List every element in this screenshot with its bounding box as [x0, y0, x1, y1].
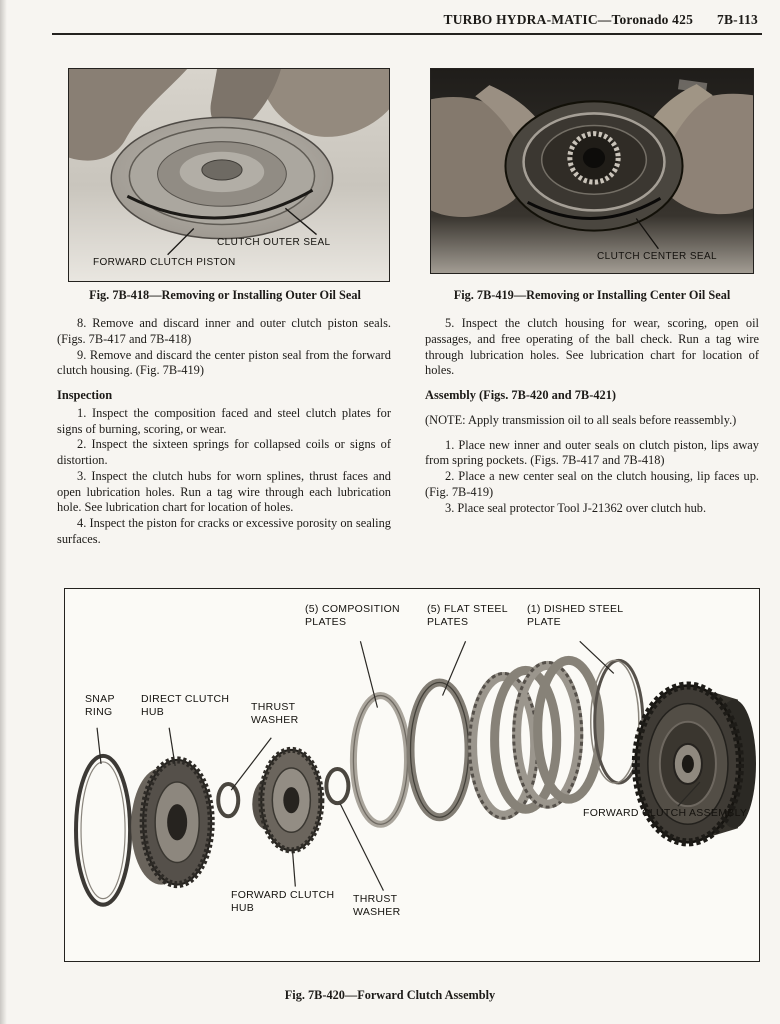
label-clutch-center-seal: CLUTCH CENTER SEAL [597, 251, 717, 262]
header-title: TURBO HYDRA-MATIC—Toronado 425 [443, 12, 694, 27]
caption-7b-418: Fig. 7B-418—Removing or Installing Outer Oil Seal [89, 288, 361, 302]
figure-7b-418-photo [68, 68, 390, 282]
step-5: 5. Inspect the clutch housing for wear, scoring, open oil passages, and free operating of the ball check. Run a tag wire through lubrication holes. See lubrication chart for location of holes. [425, 316, 759, 378]
body-text [57, 316, 759, 584]
label-composition-plates: (5) COMPOSITION PLATES [305, 603, 400, 629]
inspection-step-4: 4. Inspect the piston for cracks or excessive porosity on sealing surfaces. [57, 516, 391, 546]
label-dished-steel-plate: (1) DISHED STEEL PLATE [527, 603, 624, 629]
center-oil-seal-photo-illustration [431, 69, 753, 273]
inspection-step-3: 3. Inspect the clutch hubs for worn splines, thrust faces and open lubrication holes. Run a tag wire through each lubrication hole. See lubrication chart for location of holes. [57, 468, 391, 515]
inspection-heading: Inspection [57, 388, 113, 402]
outer-oil-seal-photo-illustration [69, 69, 389, 281]
caption-7b-420: Fig. 7B-420—Forward Clutch Assembly [284, 988, 496, 1002]
header-page-number: 7B-113 [717, 12, 758, 27]
assembly-heading: Assembly (Figs. 7B-420 and 7B-421) [425, 388, 617, 402]
step-9: 9. Remove and discard the center piston seal from the forward clutch housing. (Fig. 7B-419) [57, 347, 391, 378]
assembly-step-1: 1. Place new inner and outer seals on clutch piston, lips away from spring pockets. (Figs. 7B-417 and 7B-418) [425, 437, 759, 468]
assembly-note: (NOTE: Apply transmission oil to all seals before reassembly.) [425, 412, 737, 427]
label-clutch-outer-seal: CLUTCH OUTER SEAL [217, 237, 331, 248]
label-forward-clutch-assembly: FORWARD CLUTCH ASSEMBLY [583, 807, 748, 819]
left-column [57, 316, 391, 584]
assembly-step-3: 3. Place seal protector Tool J-21362 over clutch hub. [445, 500, 707, 515]
right-column [425, 316, 759, 584]
label-thrust-washer-rear: THRUST WASHER [353, 893, 401, 919]
page-header [444, 12, 759, 28]
label-snap-ring: SNAP RING [85, 693, 115, 719]
label-thrust-washer-front: THRUST WASHER [251, 701, 299, 727]
figure-7b-419-photo [430, 68, 754, 274]
header-rule [52, 33, 762, 35]
step-8: 8. Remove and discard inner and outer clutch piston seals. (Figs. 7B-417 and 7B-418) [57, 316, 391, 346]
label-direct-clutch-hub: DIRECT CLUTCH HUB [141, 693, 230, 719]
assembly-step-2: 2. Place a new center seal on the clutch housing, lip faces up. (Fig. 7B-419) [425, 469, 759, 499]
label-forward-clutch-piston: FORWARD CLUTCH PISTON [93, 257, 236, 268]
caption-7b-419: Fig. 7B-419—Removing or Installing Center Oil Seal [453, 288, 731, 302]
figure-7b-420-diagram [64, 588, 760, 962]
label-flat-steel-plates: (5) FLAT STEEL PLATES [427, 603, 508, 629]
inspection-step-2: 2. Inspect the sixteen springs for collapsed coils or signs of distortion. [57, 437, 391, 467]
label-forward-clutch-hub: FORWARD CLUTCH HUB [231, 889, 335, 915]
inspection-step-1: 1. Inspect the composition faced and steel clutch plates for signs of burning, scoring, or wear. [57, 405, 391, 436]
